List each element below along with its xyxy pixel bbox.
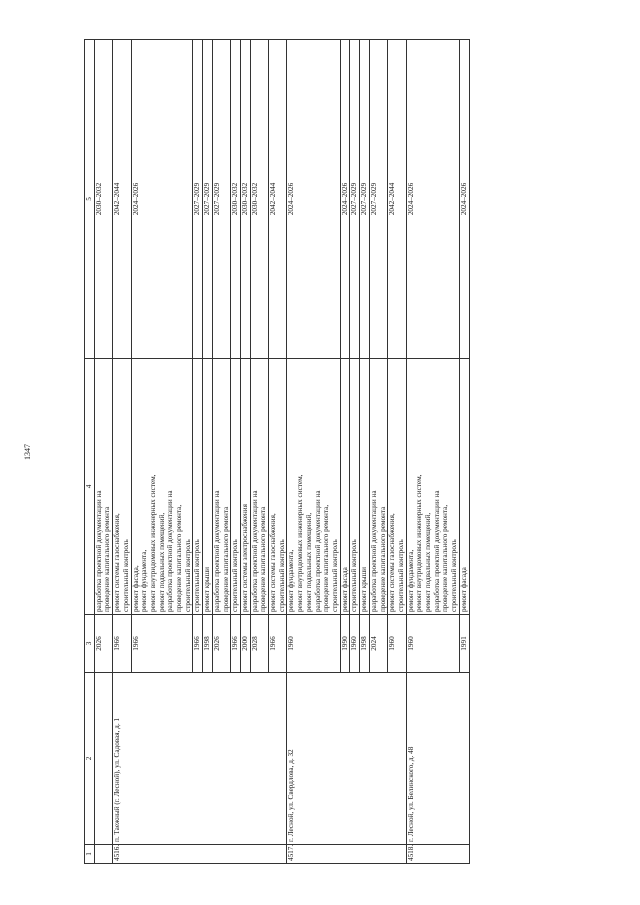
table-row bbox=[113, 40, 131, 864]
page-number: 1347 bbox=[23, 444, 32, 460]
work-cell: разработка проектной документации на проведение капитального ремонта bbox=[369, 359, 387, 615]
year-cell: 2026 bbox=[212, 615, 230, 673]
period-cell: 2027–2029 bbox=[369, 40, 387, 359]
work-cell: ремонт системы газоснабжения, строительный контроль bbox=[113, 359, 131, 615]
year-cell: 1966 bbox=[269, 615, 287, 673]
year-cell: 2028 bbox=[250, 615, 268, 673]
year-cell: 1966 bbox=[131, 615, 193, 673]
year-cell: 1998 bbox=[360, 615, 370, 673]
year-cell: 1966 bbox=[231, 615, 241, 673]
period-cell: 2024–2026 bbox=[406, 40, 459, 359]
period-cell: 2027–2029 bbox=[203, 40, 213, 359]
work-cell: ремонт фасада bbox=[340, 359, 350, 615]
continuation-row bbox=[94, 40, 112, 864]
year-cell: 1966 bbox=[113, 615, 131, 673]
period-cell: 2024–2026 bbox=[459, 40, 469, 359]
work-cell: разработка проектной документации на проведение капитального ремонта bbox=[94, 359, 112, 615]
work-cell: ремонт системы газоснабжения, строительный контроль bbox=[269, 359, 287, 615]
period-cell: 2024–2026 bbox=[131, 40, 193, 359]
year-cell: 2024 bbox=[369, 615, 387, 673]
work-cell: строительный контроль bbox=[231, 359, 241, 615]
entry-number: 4516. bbox=[113, 845, 287, 864]
work-cell: ремонт фундамента, ремонт внутридомовых инженерных систем, ремонт подвальных помещений, разработка проектной документации на проведение капитального ремонта, строительный контроль bbox=[287, 359, 340, 615]
period-cell: 2027–2029 bbox=[193, 40, 203, 359]
header-col-5: 5 bbox=[85, 40, 95, 359]
table-row bbox=[287, 40, 340, 864]
work-cell: ремонт крыши bbox=[203, 359, 213, 615]
work-cell: строительный контроль bbox=[350, 359, 360, 615]
header-col-3: 3 bbox=[85, 615, 95, 673]
table-row bbox=[406, 40, 459, 864]
header-col-4: 4 bbox=[85, 359, 95, 615]
work-cell: ремонт фасада, ремонт фундамента, ремонт внутридомовых инженерных систем, ремонт подвальных помещений, разработка проектной документации на проведение капитального ремонта, строительный контроль bbox=[131, 359, 193, 615]
work-cell: ремонт крыши bbox=[360, 359, 370, 615]
year-cell: 1960 bbox=[287, 615, 340, 673]
period-cell: 2042–2044 bbox=[269, 40, 287, 359]
period-cell: 2027–2029 bbox=[212, 40, 230, 359]
rotated-page bbox=[23, 40, 590, 864]
work-cell: ремонт системы газоснабжения, строительный контроль bbox=[388, 359, 406, 615]
year-cell: 2000 bbox=[240, 615, 250, 673]
period-cell: 2042–2044 bbox=[388, 40, 406, 359]
repair-schedule-table bbox=[84, 39, 470, 864]
work-cell: строительный контроль bbox=[193, 359, 203, 615]
work-cell: ремонт системы электроснабжения bbox=[240, 359, 250, 615]
period-cell: 2027–2029 bbox=[350, 40, 360, 359]
header-col-1: 1 bbox=[85, 845, 95, 864]
period-cell: 2030–2032 bbox=[231, 40, 241, 359]
work-cell: разработка проектной документации на проведение капитального ремонта bbox=[212, 359, 230, 615]
entry-number: 4518. bbox=[406, 845, 469, 864]
entry-address: п. Таежный (г. Лесной), ул. Садовая, д. 1 bbox=[113, 673, 287, 845]
period-cell: 2030–2032 bbox=[250, 40, 268, 359]
period-cell: 2024–2026 bbox=[340, 40, 350, 359]
year-cell: 1998 bbox=[203, 615, 213, 673]
entry-address: г. Лесной, ул. Свердлова, д. 32 bbox=[287, 673, 406, 845]
entries-body bbox=[113, 40, 469, 864]
work-cell: разработка проектной документации на проведение капитального ремонта bbox=[250, 359, 268, 615]
header-row bbox=[85, 40, 95, 864]
period-cell: 2030–2032 bbox=[94, 40, 112, 359]
entry-address: г. Лесной, ул. Белинского, д. 48 bbox=[406, 673, 469, 845]
work-cell: ремонт фасада bbox=[459, 359, 469, 615]
work-cell: ремонт фундамента, ремонт внутридомовых инженерных систем, ремонт подвальных помещений, разработка проектной документации на проведение капитального ремонта, строительный контроль bbox=[406, 359, 459, 615]
year-cell: 2026 bbox=[94, 615, 112, 673]
year-cell: 1990 bbox=[340, 615, 350, 673]
header-col-2: 2 bbox=[85, 673, 95, 845]
year-cell: 1960 bbox=[350, 615, 360, 673]
year-cell: 1991 bbox=[459, 615, 469, 673]
period-cell: 2024–2026 bbox=[287, 40, 340, 359]
year-cell: 1966 bbox=[193, 615, 203, 673]
year-cell: 1960 bbox=[406, 615, 459, 673]
period-cell: 2027–2029 bbox=[360, 40, 370, 359]
period-cell: 2042–2044 bbox=[113, 40, 131, 359]
period-cell: 2030–2032 bbox=[240, 40, 250, 359]
year-cell: 1960 bbox=[388, 615, 406, 673]
entry-number: 4517. bbox=[287, 845, 406, 864]
